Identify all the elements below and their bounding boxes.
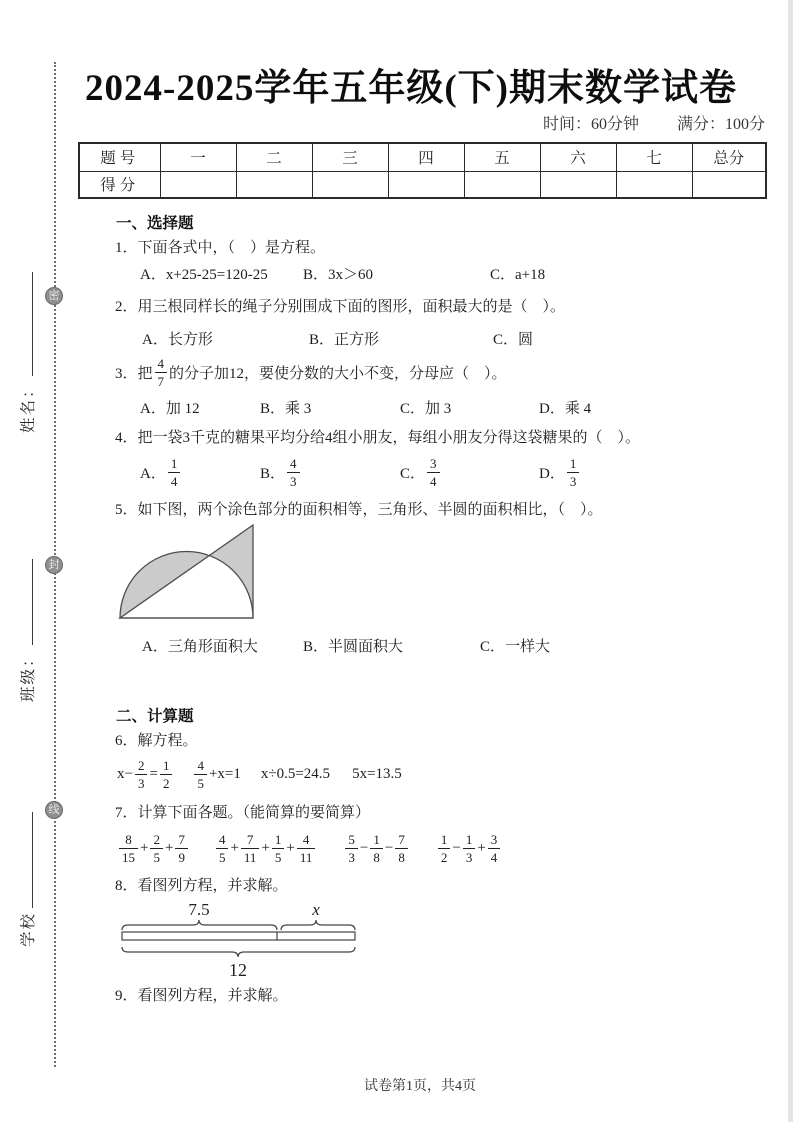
equation-fraction	[135, 759, 148, 790]
fraction-denominator: 3	[345, 848, 358, 864]
option-fraction	[287, 457, 300, 488]
seal-badge-mi	[45, 287, 63, 305]
question-1-text: 1．下面各式中，（ ）是方程。	[115, 240, 326, 256]
fraction-numerator: 7	[246, 831, 254, 847]
equation-text: x−	[117, 765, 133, 782]
q6-equation-2	[192, 759, 240, 790]
seal-char: 封	[48, 558, 60, 571]
score-cell-empty	[388, 171, 464, 198]
page-title: 2024-2025学年五年级(下)期末数学试卷	[85, 68, 737, 109]
question-4-options	[140, 452, 581, 492]
q6-equation-1	[117, 759, 174, 790]
operator: +	[164, 839, 174, 856]
q3-option-d: D．乘 4	[539, 401, 592, 417]
score-cell-empty	[312, 171, 388, 198]
fraction-numerator: 4	[197, 757, 204, 773]
fraction-denominator: 15	[119, 848, 138, 864]
question-6-equations	[117, 753, 402, 795]
fraction-numerator: 4	[290, 455, 297, 471]
fraction-numerator: 5	[348, 831, 355, 847]
score-table-score-row	[79, 171, 766, 198]
q4-option-a	[140, 457, 260, 488]
q7-expression-1	[117, 833, 190, 864]
fraction-denominator: 4	[488, 848, 501, 864]
name-blank-line	[19, 272, 33, 376]
question-1-options	[140, 263, 545, 284]
fraction-denominator: 4	[427, 472, 440, 488]
operator: −	[384, 839, 394, 856]
fraction-denominator: 7	[155, 372, 168, 388]
q6-equation-3: x÷0.5=24.5	[260, 765, 331, 782]
q2-option-b: B．正方形	[309, 332, 380, 348]
score-table	[78, 142, 767, 199]
operator: +	[286, 839, 295, 856]
operator: +	[477, 839, 486, 856]
fraction-denominator: 2	[438, 848, 451, 864]
question-8-text: 8．看图列方程，并求解。	[115, 878, 288, 894]
fraction-denominator: 3	[287, 472, 300, 488]
q4-option-d	[539, 457, 581, 488]
score-cell-empty	[160, 171, 236, 198]
q1-option-c: C．a+18	[490, 267, 546, 283]
bar-left-segment-label: 7.5	[188, 900, 210, 919]
fraction-denominator: 8	[395, 848, 408, 864]
fraction-denominator: 3	[567, 472, 580, 488]
fraction-numerator: 1	[170, 455, 178, 471]
expression-fraction	[272, 833, 285, 864]
school-blank-line	[19, 812, 33, 908]
fraction-denominator: 11	[241, 848, 260, 864]
bar-right-segment-label: x	[312, 900, 320, 919]
fraction-denominator: 2	[160, 774, 173, 790]
class-blank-line	[19, 559, 33, 645]
fraction-numerator: 4	[218, 831, 226, 847]
q7-expression-4	[436, 833, 502, 864]
left-segment-brace	[122, 920, 277, 930]
operator: +	[230, 839, 239, 856]
fraction-numerator: 3	[490, 831, 498, 847]
equation-fraction	[160, 759, 173, 790]
expression-fraction	[395, 833, 408, 864]
q3-text-post: 的分子加12，要使分数的大小不变，分母应（ ）。	[169, 365, 507, 382]
operator: −	[452, 839, 461, 856]
fraction-numerator: 2	[153, 831, 160, 847]
fraction-numerator: 7	[178, 831, 185, 847]
expression-fraction	[150, 833, 163, 864]
seal-badge-xian	[45, 801, 63, 819]
q7-expression-3	[343, 833, 409, 864]
expression-fraction	[345, 833, 358, 864]
score-header-cell: 七	[616, 143, 692, 171]
expression-fraction	[175, 833, 188, 864]
score-cell-empty	[464, 171, 540, 198]
q5-option-b: B．半圆面积大	[303, 639, 404, 655]
fraction-numerator: 8	[125, 831, 132, 847]
question-4-text: 4．把一袋3千克的糖果平均分给4组小朋友，每组小朋友分得这袋糖果的（ ）。	[115, 430, 641, 446]
operator: +	[140, 839, 149, 856]
score-header-cell: 四	[388, 143, 464, 171]
fraction-numerator: 3	[430, 455, 437, 471]
score-cell-empty	[236, 171, 312, 198]
q1-option-a: A．x+25-25=120-25	[140, 267, 268, 283]
q6-equation-4: 5x=13.5	[352, 765, 402, 782]
fraction-numerator: 2	[137, 757, 145, 773]
question-6-text: 6．解方程。	[115, 733, 198, 749]
name-label-text: 姓名：	[20, 380, 37, 433]
option-fraction	[168, 457, 181, 488]
bar-model-diagram	[115, 898, 365, 980]
q3-option-a: A．加 12	[140, 401, 200, 417]
q4-option-b	[260, 457, 400, 488]
question-2-options	[142, 328, 533, 349]
option-label: A．	[140, 465, 166, 482]
q4-option-c	[400, 457, 539, 488]
seal-badge-feng	[45, 556, 63, 574]
fraction-denominator: 5	[216, 848, 229, 864]
fraction-numerator: 1	[373, 831, 380, 847]
score-header-cell: 一	[160, 143, 236, 171]
score-header-cell: 总分	[692, 143, 766, 171]
fraction-numerator: 7	[398, 831, 405, 847]
q5-option-a: A．三角形面积大	[142, 639, 258, 655]
fraction-denominator: 3	[135, 774, 148, 790]
expression-fraction	[297, 833, 316, 864]
fraction-numerator: 1	[569, 455, 577, 471]
score-header-cell: 五	[464, 143, 540, 171]
fraction-denominator: 5	[150, 848, 163, 864]
section2-heading: 二、计算题	[116, 708, 194, 725]
equation-fraction	[194, 759, 207, 790]
q2-option-c: C．圆	[493, 332, 534, 348]
expression-fraction	[370, 833, 383, 864]
q3-option-c: C．加 3	[400, 401, 452, 417]
right-segment-brace	[281, 920, 355, 930]
page-footer: 试卷第1页，共4页	[364, 1079, 476, 1094]
score-row-label: 得分	[79, 171, 160, 198]
question-3-text	[115, 352, 507, 392]
student-class-label	[16, 559, 38, 702]
fraction-denominator: 4	[168, 472, 181, 488]
q2-option-a: A．长方形	[142, 332, 213, 348]
student-name-label	[16, 272, 38, 433]
option-label: B．	[260, 465, 286, 482]
question-5-text: 5．如下图，两个涂色部分的面积相等，三角形、半圆的面积相比，（ ）。	[115, 502, 603, 518]
fraction-numerator: 4	[157, 355, 165, 371]
semicircle-triangle-figure	[118, 523, 254, 621]
scan-edge-shadow	[788, 0, 793, 1122]
fraction-denominator: 11	[297, 848, 316, 864]
q3-text-pre: 3．把	[115, 365, 153, 382]
fraction-numerator: 4	[302, 831, 310, 847]
fraction-denominator: 9	[175, 848, 188, 864]
equation-text: =	[149, 765, 158, 782]
fraction-denominator: 8	[370, 848, 383, 864]
total-brace	[122, 947, 355, 957]
class-label-text: 班级：	[20, 649, 37, 702]
exam-meta	[75, 111, 765, 134]
question-7-expressions	[117, 826, 502, 870]
question-7-text: 7．计算下面各题。（能简算的要简算）	[115, 805, 371, 821]
fraction-numerator: 1	[440, 831, 448, 847]
seal-char: 线	[48, 803, 60, 816]
operator: +	[261, 839, 270, 856]
option-label: D．	[539, 465, 565, 482]
q7-expression-2	[214, 833, 317, 864]
option-fraction	[427, 457, 440, 488]
score-header-cell: 三	[312, 143, 388, 171]
expression-fraction	[216, 833, 229, 864]
bar-rectangle	[122, 932, 355, 940]
score-cell-empty	[540, 171, 616, 198]
question-9-text: 9．看图列方程，并求解。	[115, 988, 288, 1004]
score-header-cell: 二	[236, 143, 312, 171]
q5-option-c: C．一样大	[480, 639, 551, 655]
question-3-options	[140, 397, 591, 418]
fraction-numerator: 1	[162, 757, 170, 773]
score-table-header-row	[79, 143, 766, 171]
question-2-text: 2．用三根同样长的绳子分别围成下面的图形，面积最大的是（ ）。	[115, 299, 566, 315]
operator: −	[359, 839, 369, 856]
question-5-options	[142, 635, 550, 656]
q3-option-b: B．乘 3	[260, 401, 312, 417]
option-fraction	[567, 457, 580, 488]
time-limit-label: 时间：60分钟	[542, 116, 639, 133]
q1-option-b: B．3x＞60	[303, 267, 374, 283]
fraction-numerator: 1	[274, 831, 282, 847]
section1-heading: 一、选择题	[116, 215, 194, 232]
expression-fraction	[438, 833, 451, 864]
school-label-text: 学校	[20, 911, 37, 947]
fraction-denominator: 5	[272, 848, 285, 864]
expression-fraction	[119, 833, 138, 864]
expression-fraction	[463, 833, 476, 864]
equation-text: +x=1	[208, 765, 241, 782]
score-header-cell: 六	[540, 143, 616, 171]
fraction-numerator: 1	[465, 831, 473, 847]
expression-fraction	[241, 833, 260, 864]
full-score-label: 满分：100分	[676, 116, 765, 133]
option-label: C．	[400, 465, 426, 482]
score-header-cell: 题号	[79, 143, 160, 171]
fraction-denominator: 3	[463, 848, 476, 864]
expression-fraction	[488, 833, 501, 864]
student-school-label	[16, 812, 38, 947]
score-cell-empty	[616, 171, 692, 198]
score-cell-empty	[692, 171, 766, 198]
fraction-denominator: 5	[194, 774, 207, 790]
q3-fraction	[155, 357, 168, 388]
bar-total-label: 12	[229, 960, 247, 980]
seal-char: 密	[48, 289, 60, 302]
